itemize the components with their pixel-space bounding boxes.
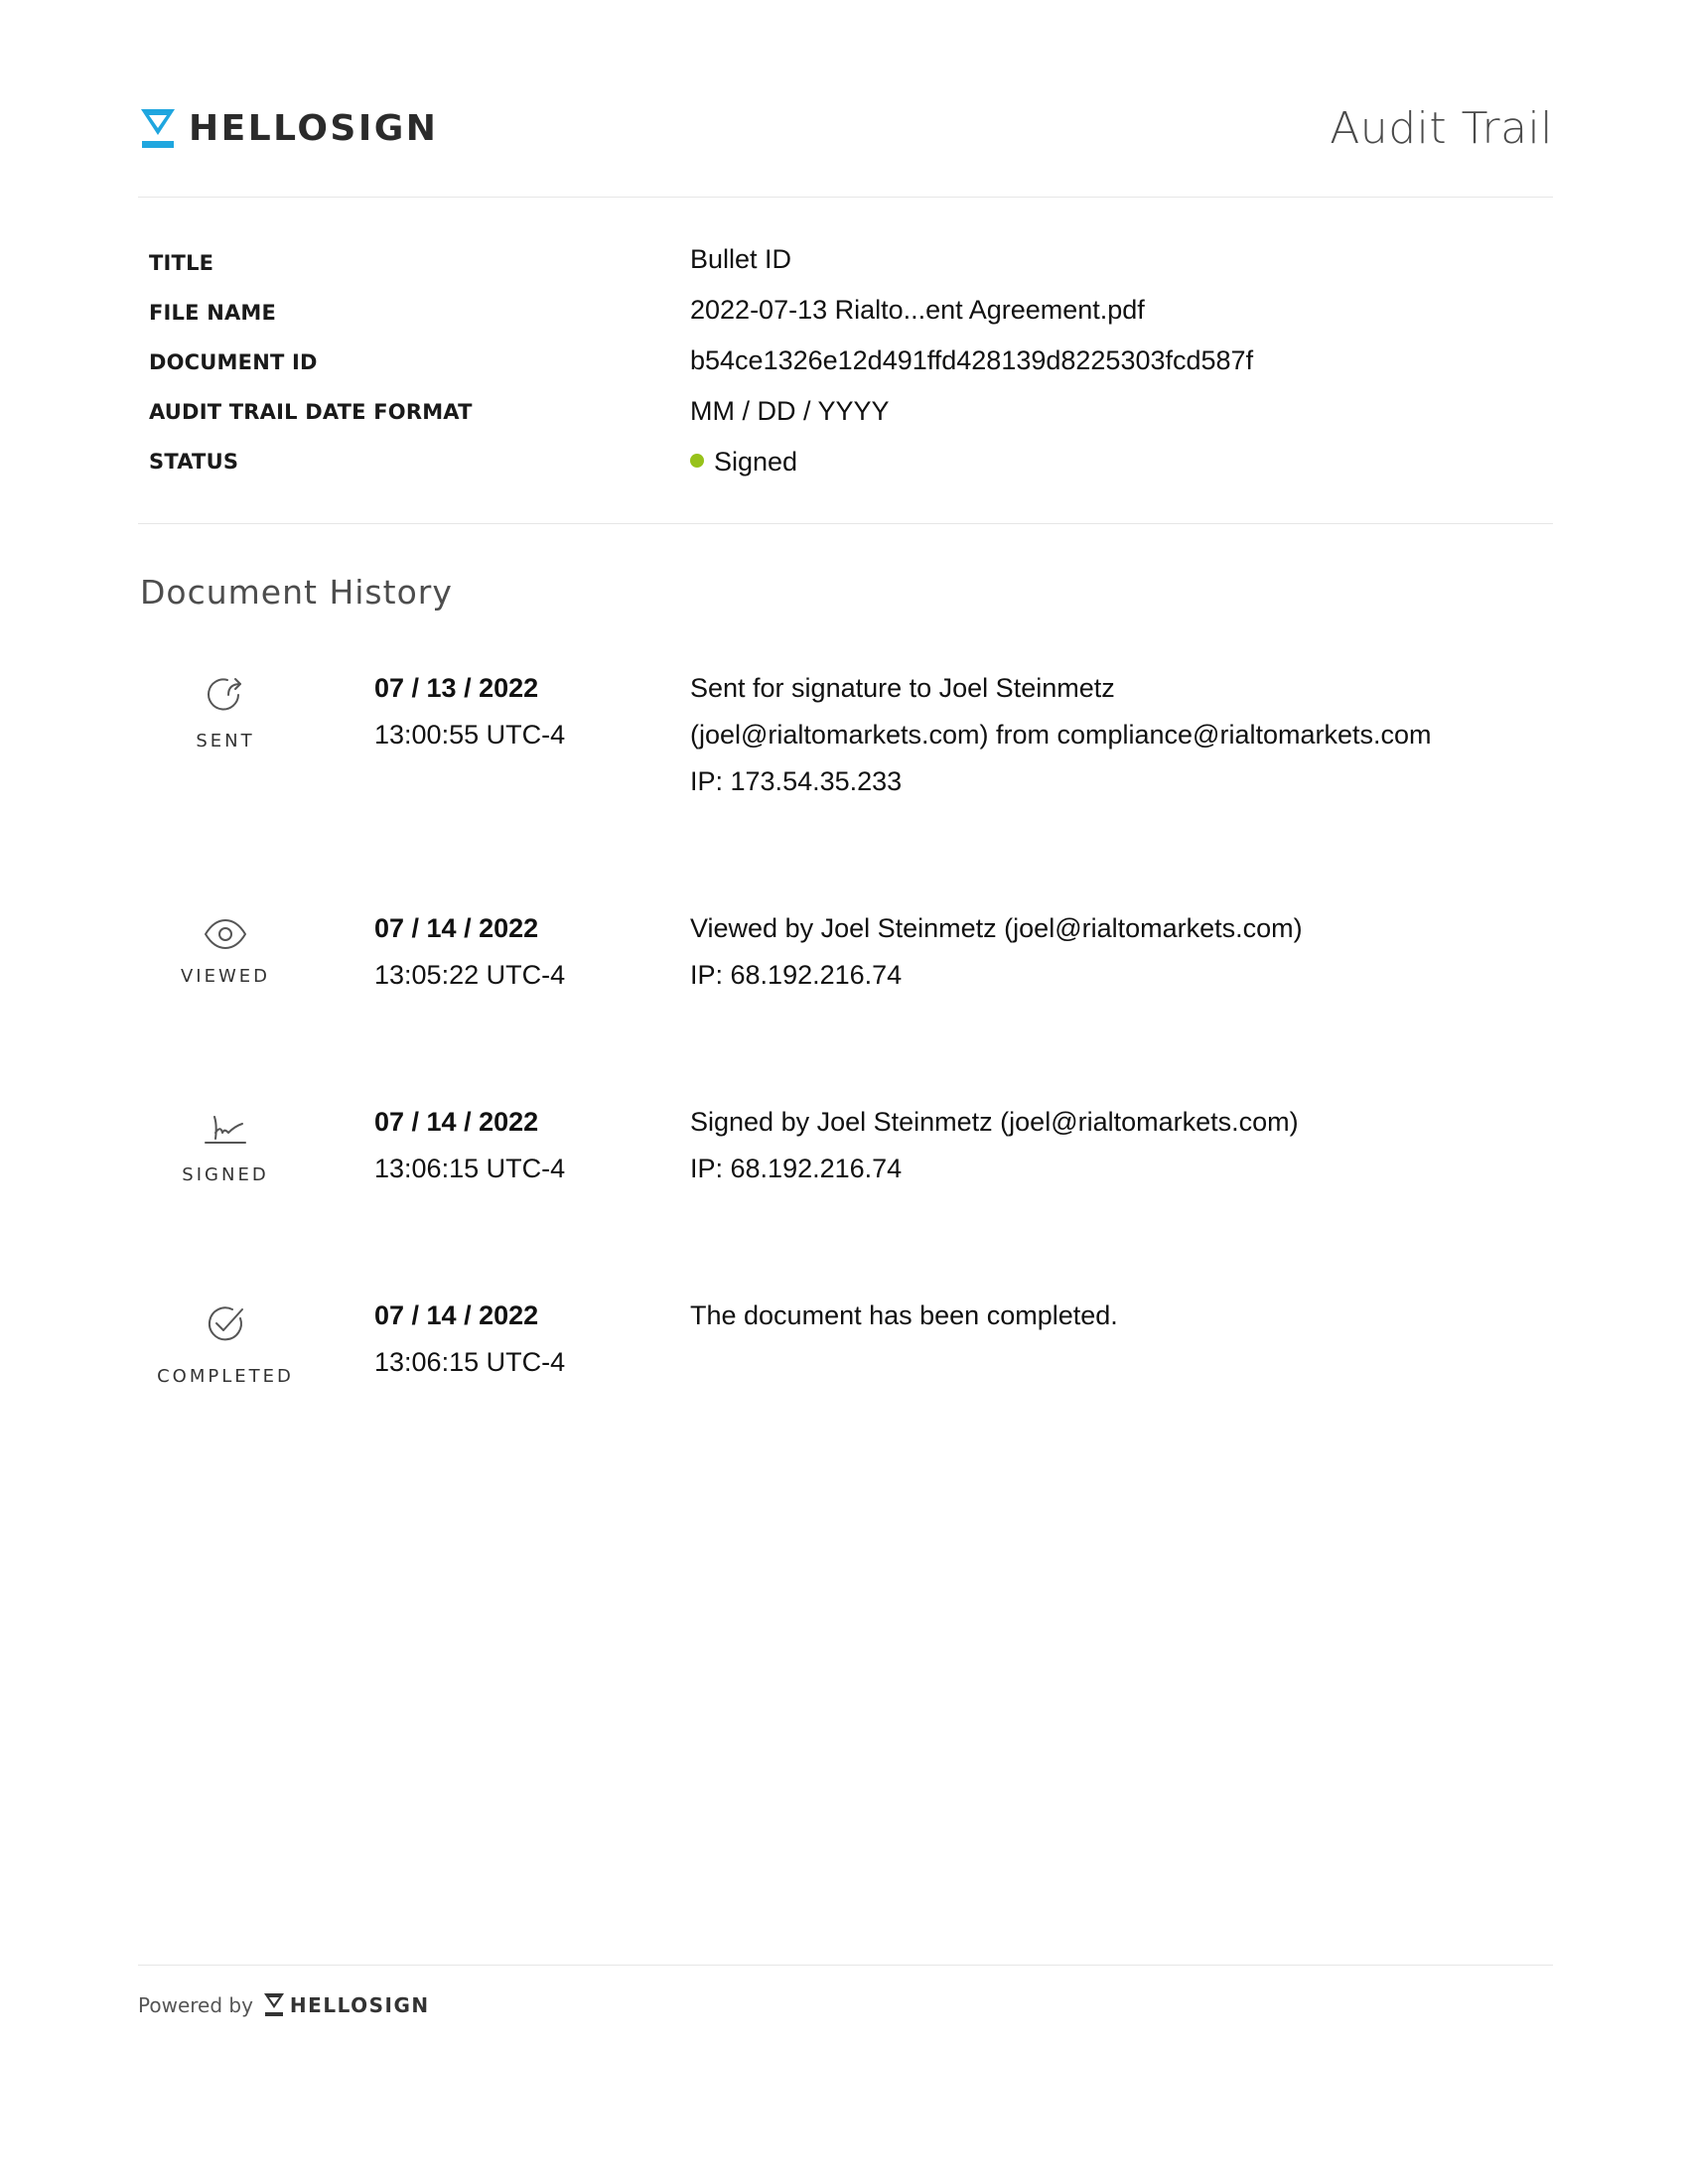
event-ip: IP: 68.192.216.74 <box>690 960 903 990</box>
event-description-line: Sent for signature to Joel Steinmetz <box>690 673 1115 703</box>
event-date: 07 / 14 / 2022 <box>374 913 539 943</box>
sent-icon <box>203 671 248 717</box>
document-id-value: b54ce1326e12d491ffd428139d8225303fcd587f <box>690 345 1254 375</box>
event-description-line: (joel@rialtomarkets.com) from compliance@rialtomarkets.com <box>690 720 1432 750</box>
hellosign-logo-icon <box>139 107 177 151</box>
event-label: SENT <box>196 731 255 751</box>
document-id-label: DOCUMENT ID <box>149 350 318 374</box>
event-time: 13:06:15 UTC-4 <box>374 1154 566 1183</box>
event-date: 07 / 13 / 2022 <box>374 673 539 703</box>
date-format-label: AUDIT TRAIL DATE FORMAT <box>149 400 473 424</box>
eye-icon <box>203 911 248 957</box>
event-ip: IP: 68.192.216.74 <box>690 1154 903 1183</box>
history-event-completed <box>0 1298 1688 1447</box>
title-label: TITLE <box>149 251 214 275</box>
completed-check-icon <box>203 1300 248 1346</box>
status-text: Signed <box>714 447 798 477</box>
details-divider <box>138 523 1553 524</box>
hellosign-logo-text: HELLOSIGN <box>189 108 439 149</box>
event-date: 07 / 14 / 2022 <box>374 1107 539 1137</box>
footer <box>138 1990 430 2020</box>
document-history-title: Document History <box>140 573 453 612</box>
powered-by-text: Powered by <box>138 1993 253 2017</box>
event-label: SIGNED <box>182 1164 269 1185</box>
history-event-sent <box>0 671 1688 820</box>
header-divider <box>138 197 1553 198</box>
signature-icon <box>203 1107 248 1153</box>
event-label: COMPLETED <box>157 1366 294 1387</box>
hellosign-footer-logo-text: HELLOSIGN <box>289 1993 430 2017</box>
file-name-value: 2022-07-13 Rialto...ent Agreement.pdf <box>690 295 1145 325</box>
audit-trail-heading: Audit Trail <box>1330 103 1553 154</box>
history-event-signed <box>0 1105 1688 1254</box>
status-value <box>690 445 797 478</box>
footer-divider <box>138 1965 1553 1966</box>
history-event-viewed <box>0 911 1688 1060</box>
event-time: 13:00:55 UTC-4 <box>374 720 566 750</box>
title-value: Bullet ID <box>690 244 792 274</box>
event-label: VIEWED <box>180 966 271 987</box>
status-label: STATUS <box>149 450 239 474</box>
date-format-value: MM / DD / YYYY <box>690 396 890 426</box>
event-description-line: Viewed by Joel Steinmetz (joel@rialtomarkets.com) <box>690 913 1303 943</box>
event-description-line: The document has been completed. <box>690 1300 1118 1330</box>
file-name-label: FILE NAME <box>149 301 277 325</box>
event-description-line: Signed by Joel Steinmetz (joel@rialtomarkets.com) <box>690 1107 1299 1137</box>
event-time: 13:05:22 UTC-4 <box>374 960 566 990</box>
hellosign-logo <box>139 107 438 151</box>
status-dot-icon <box>690 454 704 468</box>
hellosign-footer-logo-icon <box>263 1992 285 2018</box>
event-time: 13:06:15 UTC-4 <box>374 1347 566 1377</box>
event-date: 07 / 14 / 2022 <box>374 1300 539 1330</box>
event-ip: IP: 173.54.35.233 <box>690 766 903 796</box>
